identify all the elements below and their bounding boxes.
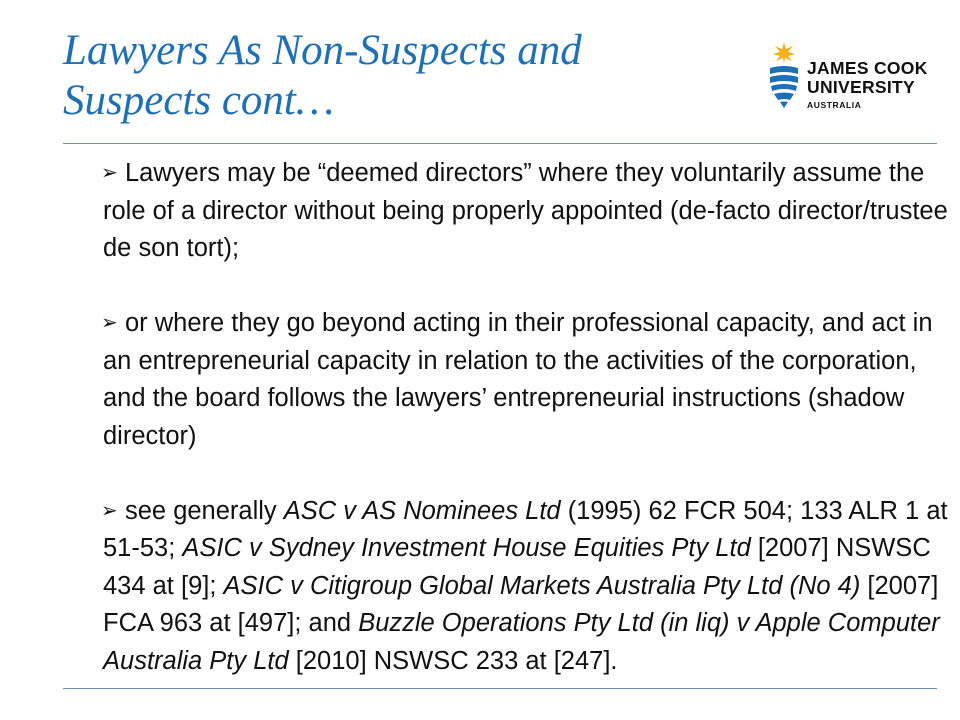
bullet-text: Lawyers may be “deemed directors” where they voluntarily assume the role of a director without being properly appointed (de-facto director/trustee de son tort); (103, 159, 948, 262)
citation-text-segment: [2010] NSWSC 233 at [247]. (288, 646, 618, 675)
case-name: ASIC v Sydney Investment House Equities Pty Ltd (182, 534, 751, 562)
citation-text-segment: see generally (125, 496, 284, 525)
case-name: ASC v AS Nominees Ltd (283, 496, 561, 525)
slide-body (103, 155, 953, 718)
jcu-shield-icon (764, 40, 804, 110)
bottom-divider (63, 688, 937, 689)
slide-title-line-1: Lawyers As Non-Suspects and (63, 27, 582, 74)
bullet-text-citations (103, 497, 948, 675)
university-logo (764, 40, 934, 116)
bullet-item (103, 493, 953, 681)
case-name: ASIC v Citigroup Global Markets Australia Pty Ltd (No 4) (223, 571, 861, 600)
bullet-text: or where they go beyond acting in their professional capacity, and act in an entrepreneurial capacity in relation to the activities of the corporation, and the board follows the lawyers’ entrepreneurial instructions (shadow director) (103, 309, 933, 450)
arrow-bullet-icon: ➢ (101, 499, 118, 522)
top-divider (63, 143, 937, 144)
citation-text-segment: (1995) 62 FCR 504; 133 ALR 1 at 51-53; (103, 496, 948, 562)
logo-line-2: UNIVERSITY (807, 77, 916, 97)
arrow-bullet-icon: ➢ (101, 162, 118, 184)
logo-wordmark (807, 59, 928, 110)
citation-text-segment: [2007] NSWSC 434 at [9]; (103, 534, 931, 600)
slide-title-line-2: Suspects cont… (63, 77, 335, 124)
case-name: Buzzle Operations Pty Ltd (in liq) v Apple Computer Australia Pty Ltd (103, 609, 940, 675)
logo-line-3: AUSTRALIA (807, 100, 862, 110)
citation-text-segment: [2007] FCA 963 at [497]; and (103, 571, 939, 637)
logo-line-1: JAMES COOK (807, 58, 928, 78)
slide-title (63, 26, 703, 126)
bullet-item (103, 155, 953, 268)
bullet-item (103, 305, 953, 455)
arrow-bullet-icon: ➢ (101, 312, 118, 334)
